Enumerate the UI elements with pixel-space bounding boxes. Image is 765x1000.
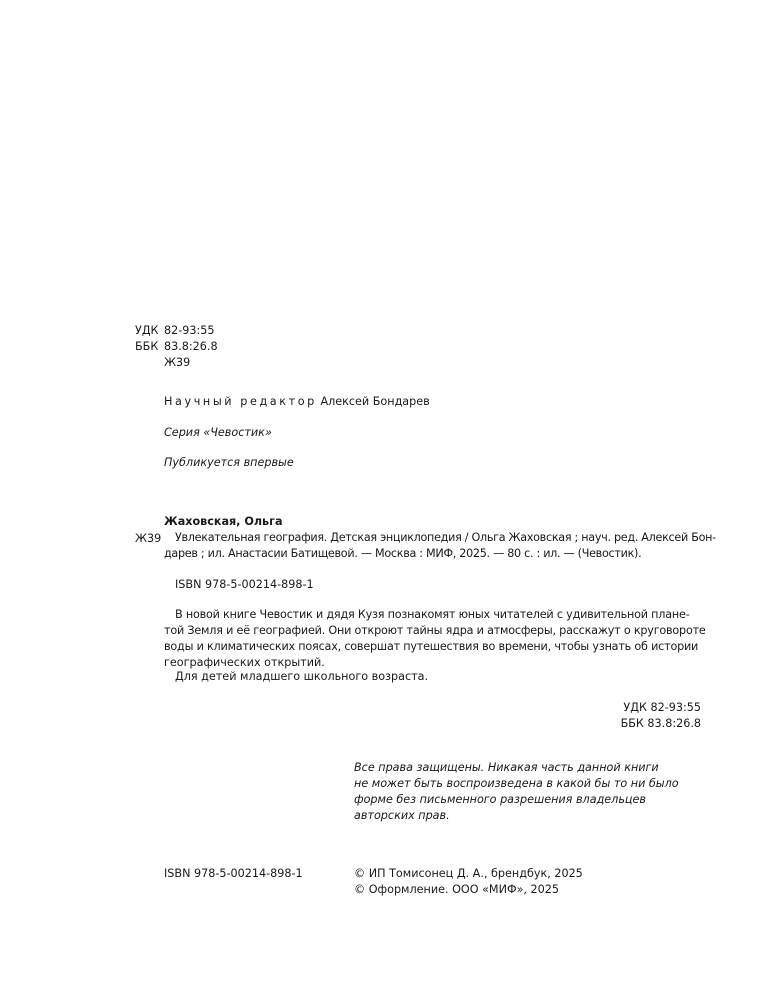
copyright-line-1: © ИП Томисонец Д. А., брендбук, 2025 bbox=[354, 867, 583, 880]
udk-line bbox=[135, 323, 215, 339]
bbk-value: 83.8:26.8 bbox=[164, 340, 218, 353]
author-mark-top: Ж39 bbox=[164, 356, 191, 369]
annotation-line: той Земля и её географией. Они откроют тайны ядра и атмосферы, расскажут о круговороте bbox=[164, 624, 706, 637]
catalog-isbn: ISBN 978-5-00214-898-1 bbox=[175, 578, 314, 591]
rights-line: не может быть воспроизведена в какой бы то ни было bbox=[354, 777, 679, 790]
copyright-line-2: © Оформление. ООО «МИФ», 2025 bbox=[354, 883, 560, 896]
udk-label: УДК bbox=[135, 324, 159, 337]
annotation-line: воды и климатических поясах, совершат путешествия во времени, чтобы узнать об истории bbox=[164, 640, 699, 653]
catalog-description-line1: Увлекательная география. Детская энциклопедия / Ольга Жаховская ; науч. ред. Алексей Бон- bbox=[175, 531, 716, 544]
udk-full: УДК 82-93:55 bbox=[623, 701, 701, 714]
bbk-label: ББК bbox=[135, 340, 159, 353]
rights-line: форме без письменного разрешения владельцев bbox=[354, 793, 647, 806]
annotation-line: географических открытий. bbox=[164, 656, 325, 669]
editor-role: Научный редактор bbox=[164, 395, 317, 408]
footer-isbn: ISBN 978-5-00214-898-1 bbox=[164, 867, 303, 880]
author-mark: Ж39 bbox=[135, 532, 162, 545]
age-rating: Для детей младшего школьного возраста. bbox=[175, 670, 429, 683]
author-heading: Жаховская, Ольга bbox=[164, 515, 283, 528]
first-publication: Публикуется впервые bbox=[164, 456, 294, 469]
bbk-line bbox=[135, 339, 218, 355]
rights-line: Все права защищены. Никакая часть данной книги bbox=[354, 761, 659, 774]
annotation-line: В новой книге Чевостик и дядя Кузя познакомят юных читателей с удивительной плане- bbox=[175, 608, 690, 621]
editor-name: Алексей Бондарев bbox=[320, 395, 430, 408]
bbk-full: ББК 83.8:26.8 bbox=[620, 717, 701, 730]
udk-value: 82-93:55 bbox=[164, 324, 215, 337]
catalog-description-line2: дарев ; ил. Анастасии Батищевой. — Москва : МИФ, 2025. — 80 с. : ил. — (Чевостик). bbox=[164, 547, 642, 560]
editor-line bbox=[164, 394, 430, 410]
rights-line: авторских прав. bbox=[354, 809, 450, 822]
series-line: Серия «Чевостик» bbox=[164, 426, 272, 439]
